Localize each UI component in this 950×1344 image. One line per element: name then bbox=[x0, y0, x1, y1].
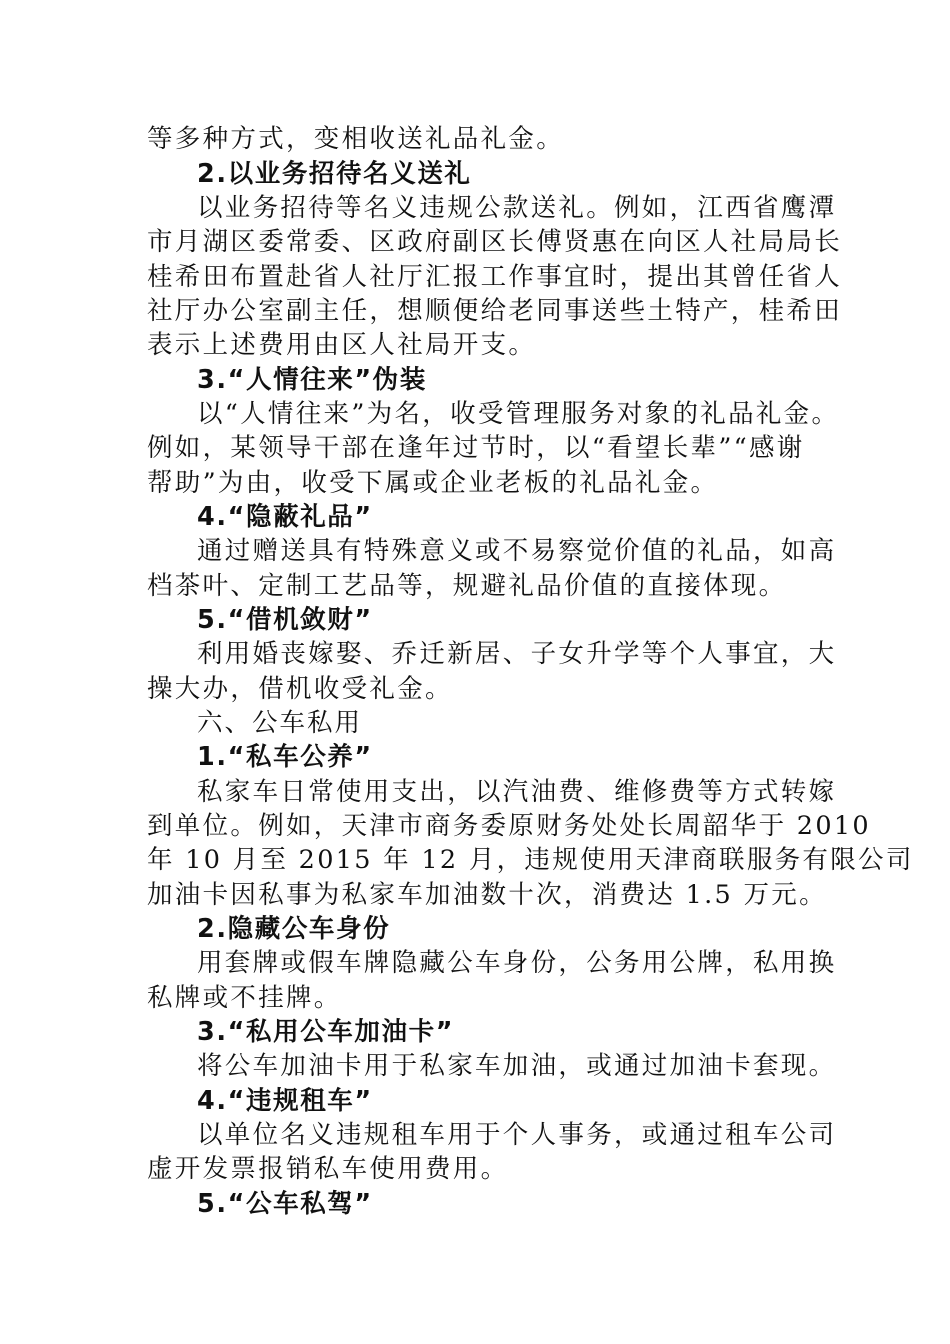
body-line: 年 10 月至 2015 年 12 月，违规使用天津商联服务有限公司 bbox=[147, 845, 914, 875]
body-line: 以业务招待等名义违规公款送礼。例如，江西省鹰潭 bbox=[197, 193, 837, 223]
body-line: 以“人情往来”为名，收受管理服务对象的礼品礼金。 bbox=[197, 399, 840, 429]
body-line: 表示上述费用由区人社局开支。 bbox=[147, 330, 537, 360]
body-line: 通过赠送具有特殊意义或不易察觉价值的礼品，如高 bbox=[197, 536, 837, 566]
body-line: 市月湖区委常委、区政府副区长傅贤惠在向区人社局局长 bbox=[147, 227, 843, 257]
section-heading: 2.以业务招待名义送礼 bbox=[197, 159, 472, 189]
body-line: 利用婚丧嫁娶、乔迁新居、子女升学等个人事宜，大 bbox=[197, 639, 837, 669]
section-heading: 4.“隐蔽礼品” bbox=[197, 502, 373, 532]
section-heading: 2.隐藏公车身份 bbox=[197, 914, 391, 944]
section-heading: 1.“私车公养” bbox=[197, 742, 373, 772]
body-line: 桂希田布置赴省人社厅汇报工作事宜时，提出其曾任省人 bbox=[147, 262, 843, 292]
section-heading: 3.“人情往来”伪装 bbox=[197, 365, 427, 395]
body-line: 社厅办公室副主任，想顺便给老同事送些土特产，桂希田 bbox=[147, 296, 843, 326]
body-line: 操大办，借机收受礼金。 bbox=[147, 674, 453, 704]
section-heading: 4.“违规租车” bbox=[197, 1086, 373, 1116]
section-heading: 5.“借机敛财” bbox=[197, 605, 373, 635]
body-line: 例如，某领导干部在逢年过节时，以“看望长辈”“感谢 bbox=[147, 433, 805, 463]
body-line: 等多种方式，变相收送礼品礼金。 bbox=[147, 124, 565, 154]
body-line: 加油卡因私事为私家车加油数十次，消费达 1.5 万元。 bbox=[147, 880, 827, 910]
chapter-heading: 六、公车私用 bbox=[197, 708, 363, 738]
section-heading: 5.“公车私驾” bbox=[197, 1189, 373, 1219]
body-line: 私牌或不挂牌。 bbox=[147, 983, 342, 1013]
body-line: 档茶叶、定制工艺品等，规避礼品价值的直接体现。 bbox=[147, 571, 787, 601]
body-line: 用套牌或假车牌隐藏公车身份，公务用公牌，私用换 bbox=[197, 948, 837, 978]
section-heading: 3.“私用公车加油卡” bbox=[197, 1017, 455, 1047]
body-line: 帮助”为由，收受下属或企业老板的礼品礼金。 bbox=[147, 468, 719, 498]
body-line: 以单位名义违规租车用于个人事务，或通过租车公司 bbox=[197, 1120, 837, 1150]
body-line: 私家车日常使用支出，以汽油费、维修费等方式转嫁 bbox=[197, 777, 837, 807]
body-line: 将公车加油卡用于私家车加油，或通过加油卡套现。 bbox=[197, 1051, 837, 1081]
body-line: 虚开发票报销私车使用费用。 bbox=[147, 1154, 509, 1184]
body-line: 到单位。例如，天津市商务委原财务处处长周韶华于 2010 bbox=[147, 811, 871, 841]
